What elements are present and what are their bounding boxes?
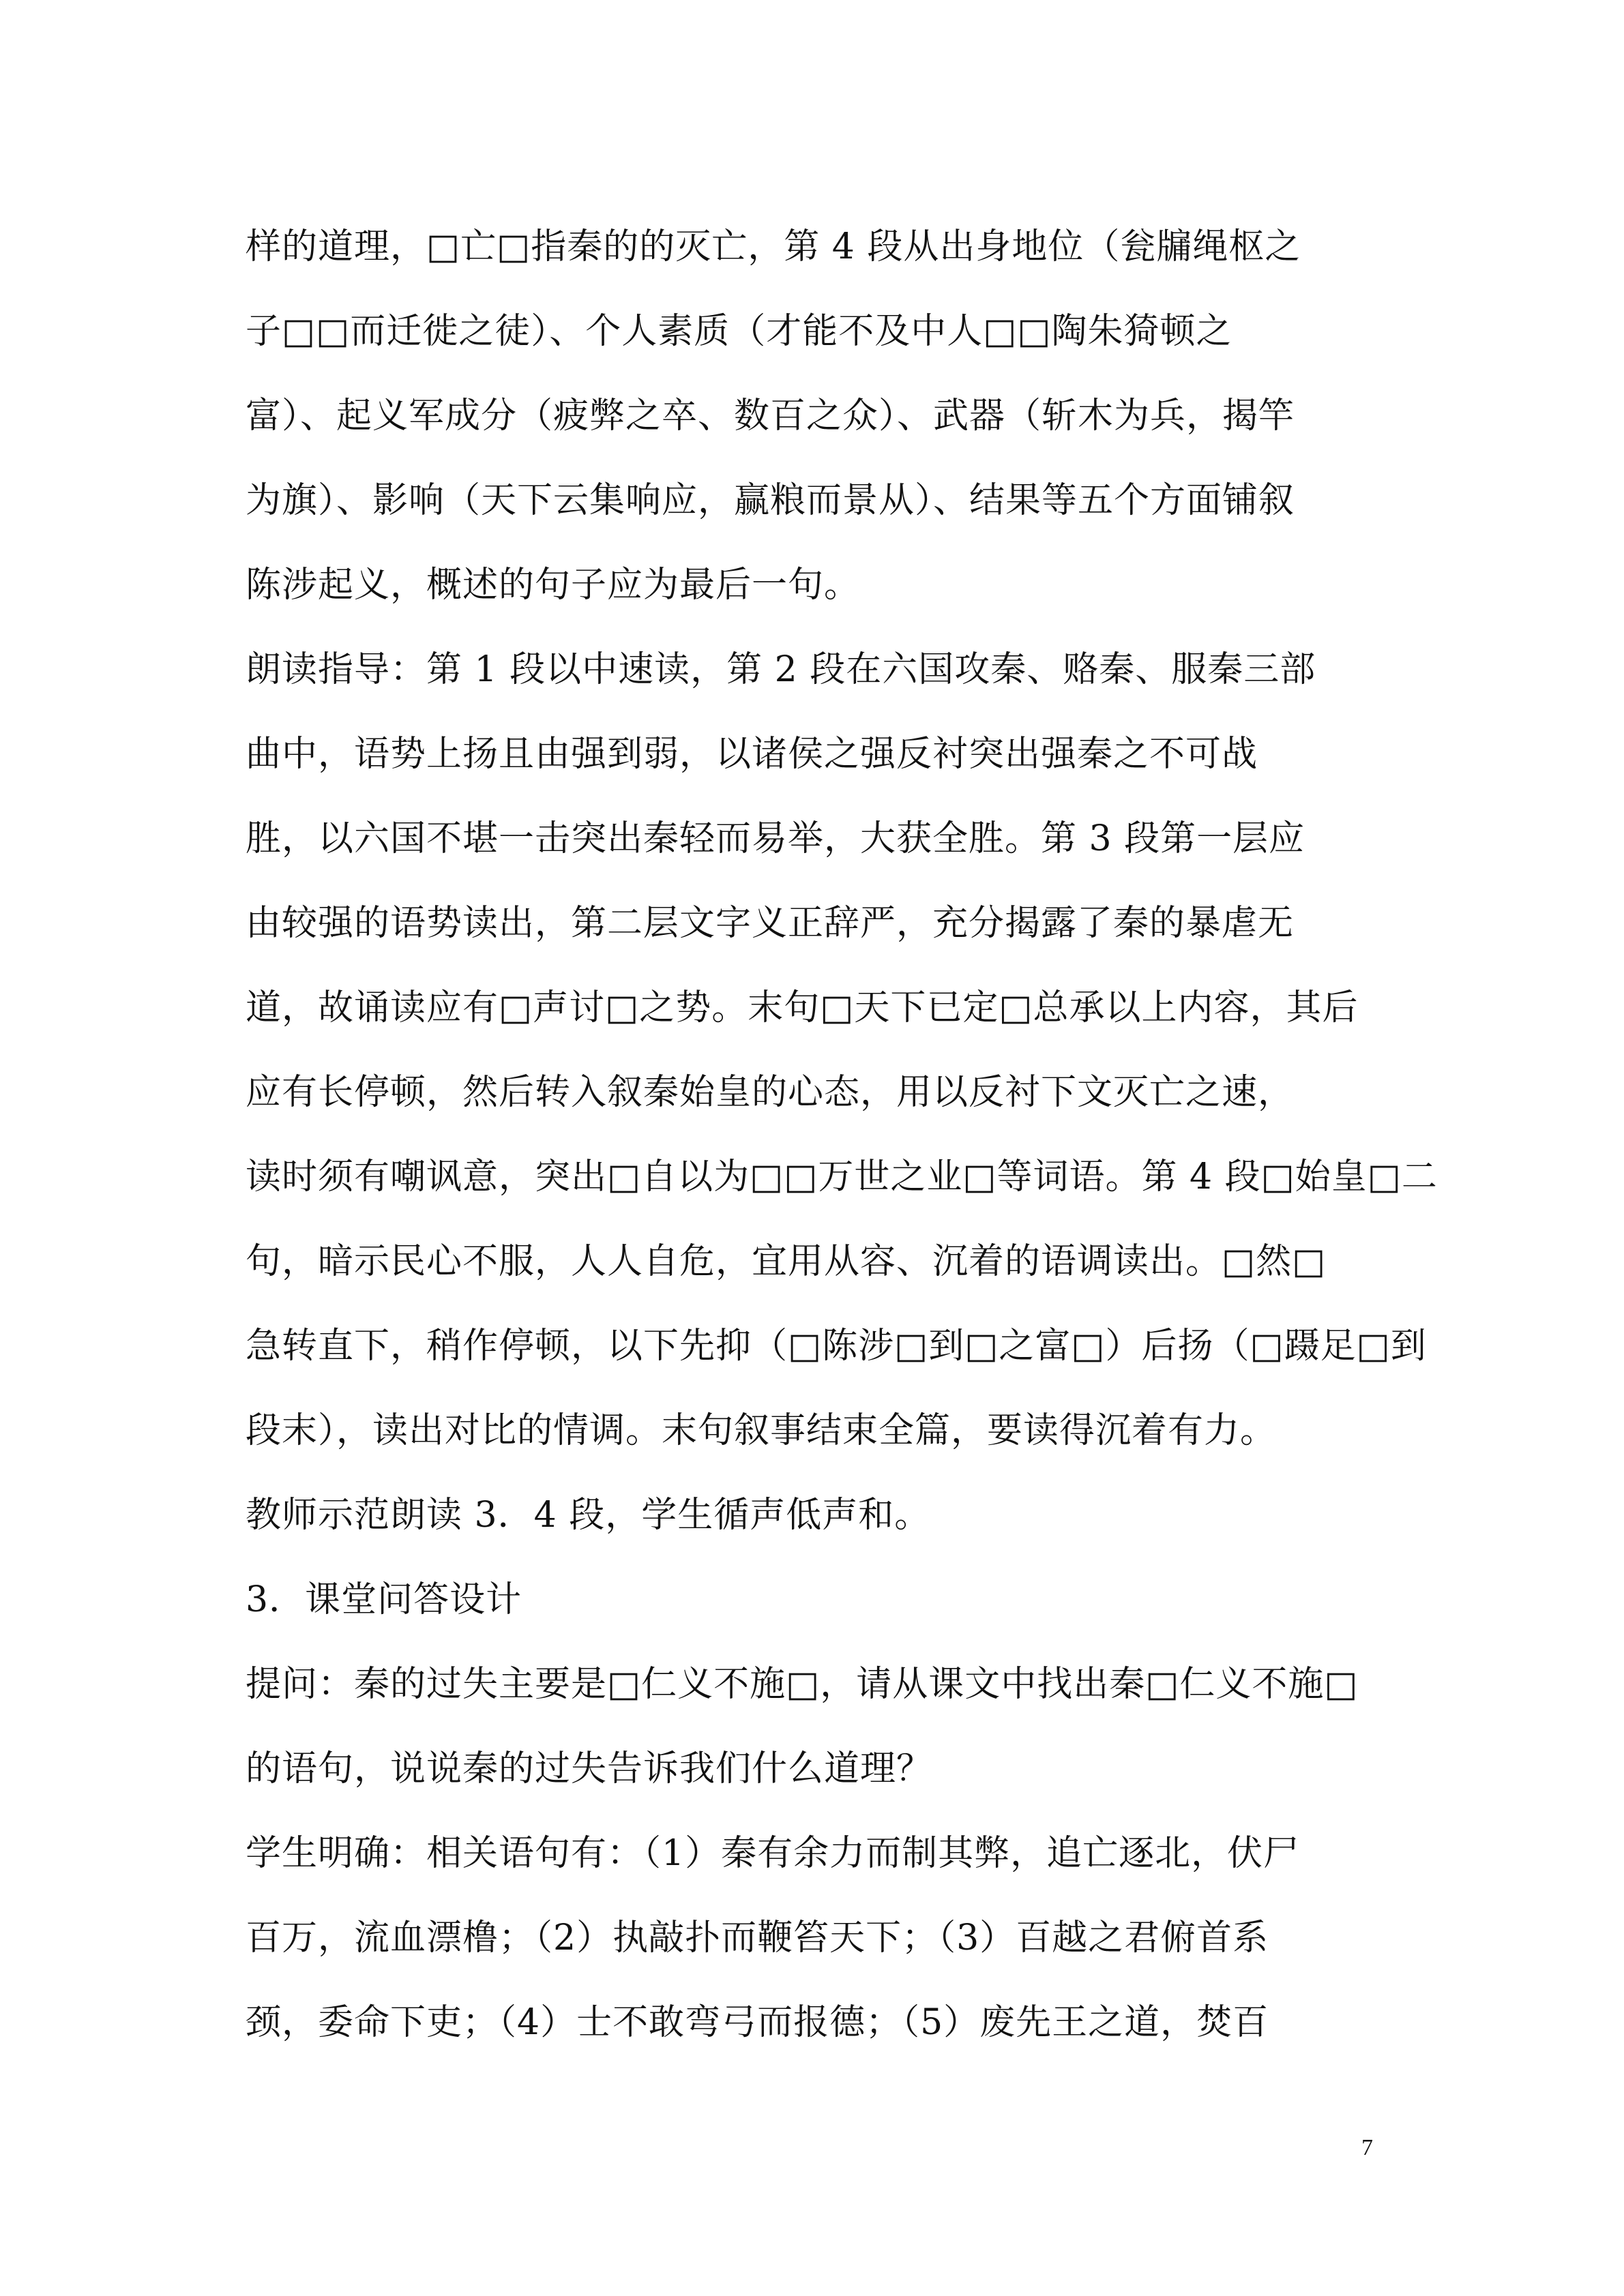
- text-line: 提问：秦的过失主要是□仁义不施□，请从课文中找出秦□仁义不施□: [246, 1664, 1359, 1705]
- text-line: 学生明确：相关语句有：（1）秦有余力而制其弊，追亡逐北，伏尸: [246, 1833, 1300, 1874]
- text-line: 由较强的语势读出，第二层文字义正辞严，充分揭露了秦的暴虐无: [246, 903, 1295, 944]
- section-heading: 3．课堂问答设计: [246, 1579, 522, 1620]
- text-line: 应有长停顿，然后转入叙秦始皇的心态，用以反衬下文灭亡之速，: [246, 1072, 1295, 1113]
- body-text: [246, 205, 1438, 2065]
- text-line: 为旗）、影响（天下云集响应，赢粮而景从）、结果等五个方面铺叙: [246, 480, 1295, 521]
- text-line: 段末），读出对比的情调。末句叙事结束全篇，要读得沉着有力。: [246, 1410, 1277, 1451]
- text-line: 富）、起义军成分（疲弊之卒、数百之众）、武器（斩木为兵，揭竿: [246, 396, 1295, 436]
- text-line: 道，故诵读应有□声讨□之势。末句□天下已定□总承以上内容，其后: [246, 987, 1359, 1028]
- text-line: 百万，流血漂橹；（2）执敲扑而鞭笞天下；（3）百越之君俯首系: [246, 1918, 1269, 1958]
- text-line: 的语句，说说秦的过失告诉我们什么道理？: [246, 1748, 933, 1789]
- page-number: 7: [1361, 2135, 1373, 2160]
- text-line: 颈，委命下吏；（4）士不敢弯弓而报德；（5）废先王之道，焚百: [246, 2002, 1269, 2043]
- text-line: 朗读指导：第 1 段以中速读，第 2 段在六国攻秦、赂秦、服秦三部: [246, 649, 1316, 690]
- text-line: 句，暗示民心不服，人人自危，宜用从容、沉着的语调读出。□然□: [246, 1241, 1327, 1282]
- text-line: 胜，以六国不堪一击突出秦轻而易举，大获全胜。第 3 段第一层应: [246, 818, 1305, 859]
- text-line: 子□□而迁徙之徒）、个人素质（才能不及中人□□陶朱猗顿之: [246, 311, 1232, 352]
- text-line: 样的道理，□亡□指秦的的灭亡，第 4 段从出身地位（瓮牖绳枢之: [246, 226, 1301, 267]
- text-line: 教师示范朗读 3．4 段，学生循声低声和。: [246, 1495, 931, 1536]
- text-line: 急转直下，稍作停顿，以下先抑（□陈涉□到□之富□）后扬（□蹑足□到: [246, 1326, 1427, 1367]
- text-line: 读时须有嘲讽意，突出□自以为□□万世之业□等词语。第 4 段□始皇□二: [246, 1157, 1438, 1197]
- text-line: 陈涉起义，概述的句子应为最后一句。: [246, 565, 861, 606]
- text-line: 曲中，语势上扬且由强到弱，以诸侯之强反衬突出强秦之不可战: [246, 734, 1258, 775]
